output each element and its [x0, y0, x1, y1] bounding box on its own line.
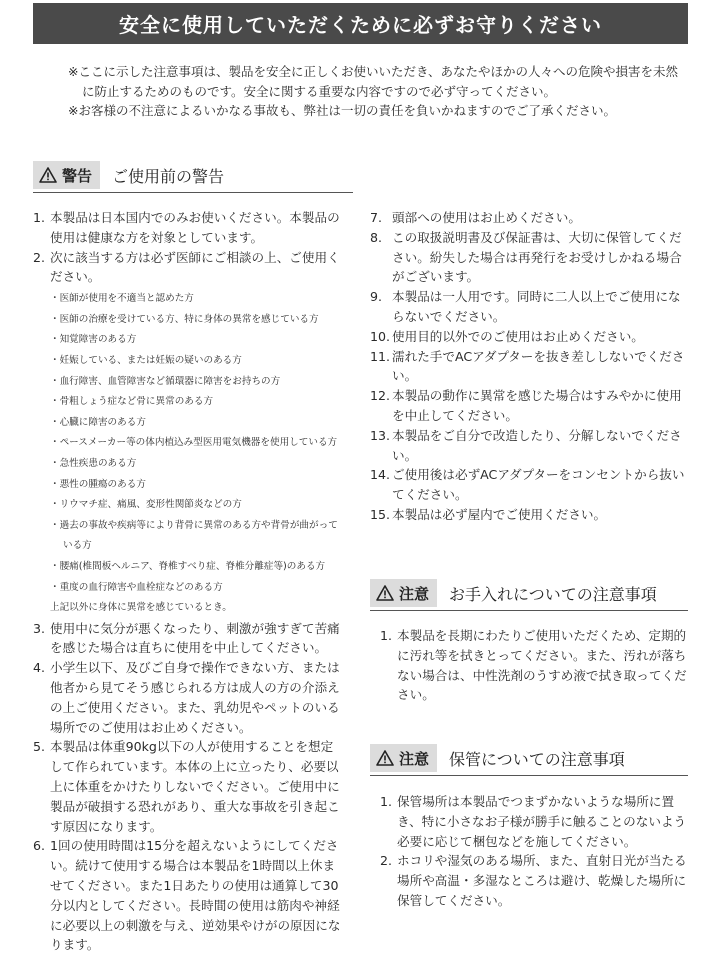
list-item: 3. 使用中に気分が悪くなったり、刺激が強すぎて苦痛を感じた場合は直ちに使用を中止してください。 — [33, 620, 340, 656]
condition-list — [50, 289, 344, 619]
intro-note: ※ここに示した注意事項は、製品を安全に正しくお使いいただき、あなたやほかの人々への危険や損害を未然に防止するためのものです。安全に関する重要な内容ですので必ず守ってください。 — [68, 64, 678, 99]
list-item: 1. 保管場所は本製品でつまずかないような場所に置き、特に小さなお子様が勝手に触ることのないよう必要に応じて梱包などを施してください。 — [380, 794, 687, 849]
intro-notes — [68, 62, 678, 121]
intro-note: ※お客様の不注意によるいかなる事故も、弊社は一切の責任を負いかねますのでご了承ください。 — [68, 103, 616, 118]
warning-triangle-icon — [376, 585, 394, 601]
list-item: 14. ご使用後は必ずACアダプターをコンセントから抜いてください。 — [370, 467, 685, 503]
warning-section-header — [33, 160, 353, 193]
list-item: 2. ホコリや湿気のある場所、また、直射日光が当たる場所や高温・多湿なところは避け、乾燥した場所に保管してください。 — [380, 853, 687, 908]
list-item: 4. 小学生以下、及びご自身で操作できない方、または他者から見てそう感じられる方は成人の方の介添えの上ご使用ください。また、乳幼児やペットのいる場所でのご使用はお止めください。 — [33, 660, 340, 735]
care-section-header — [370, 578, 688, 611]
condition-footer: 上記以外に身体に異常を感じているとき。 — [50, 602, 232, 614]
page-title-banner — [33, 3, 688, 44]
caution-badge — [370, 744, 437, 772]
list-item: 15. 本製品は必ず屋内でご使用ください。 — [370, 506, 607, 522]
warning-list-right — [370, 208, 688, 525]
caution-badge — [370, 579, 437, 607]
condition-item: ・腰痛(椎間板ヘルニア、脊椎すべり症、脊椎分離症等)のある方 — [50, 560, 326, 572]
list-item: 1. 本製品は日本国内でのみお使いください。本製品の使用は健康な方を対象としています。 — [33, 210, 340, 245]
list-item: 5. 本製品は体重90kg以下の人が使用することを想定して作られています。本体の上に立ったり、必要以上に体重をかけたりしないでください。ご使用中に製品が破損する恐れがあり、重大な事故を引き起こす原因になります。 — [33, 739, 340, 834]
warning-list-left — [33, 208, 344, 955]
condition-item: ・知覚障害のある方 — [50, 334, 137, 346]
condition-item: ・医師が使用を不適当と認めた方 — [50, 293, 194, 305]
list-item: 2. 次に該当する方は必ず医師にご相談の上、ご使用ください。 ・医師が使用を不適当と認めた方 ・医師の治療を受けている方、特に身体の異常を感じている方 ・知覚障害のある方 ・妊娠している、または妊娠の疑いのある方 ・血行障害、血管障害など循環器に障害をお持ちの方 ・骨粗しょう症など骨に異常のある方 ・心臓に障害のある方 ・ペースメーカー等の体内植込み型医用電気機器を使用している方 ・急性疾患のある方 ・悪性の腫瘍のある方 ・リウマチ症、痛風、変形性関節炎などの方 ・過去の事故や疾病等により背骨に異常のある方や背骨が曲がっている方 ・腰痛(椎間板ヘルニア、脊椎すべり症、脊椎分離症等)のある方 ・重度の血行障害や血栓症などのある方 上記以外に身体に異常を感じているとき。 — [33, 248, 344, 619]
list-item: 9. 本製品は一人用です。同時に二人以上でご使用にならないでください。 — [370, 289, 681, 324]
list-item: 10. 使用目的以外でのご使用はお止めください。 — [370, 328, 644, 344]
list-item: 12. 本製品の動作に異常を感じた場合はすみやかに使用を中止してください。 — [370, 388, 682, 423]
condition-item: ・妊娠している、または妊娠の疑いのある方 — [50, 354, 242, 366]
list-item: 11. 濡れた手でACアダプターを抜き差ししないでください。 — [370, 348, 685, 384]
page-title: 安全に使用していただくために必ずお守りください — [119, 13, 602, 37]
caution-badge-label: 注意 — [399, 584, 430, 603]
condition-item: ・リウマチ症、痛風、変形性関節炎などの方 — [50, 499, 242, 511]
care-list — [380, 626, 688, 705]
storage-section-header — [370, 743, 688, 776]
care-section-title: お手入れについての注意事項 — [449, 584, 657, 604]
condition-item: ・急性疾患のある方 — [50, 457, 137, 469]
condition-item: ・骨粗しょう症など骨に異常のある方 — [50, 396, 214, 408]
caution-badge-label: 注意 — [399, 749, 430, 768]
list-item: 1. 本製品を長期にわたりご使用いただくため、定期的に汚れ等を拭きとってください。また、汚れが落ちない場合は、中性洗剤のうすめ液で拭き取ってください。 — [380, 628, 687, 703]
warning-section-title: ご使用前の警告 — [112, 166, 225, 186]
list-item: 7. 頭部への使用はお止めください。 — [370, 210, 581, 225]
condition-item: ・心臓に障害のある方 — [50, 416, 146, 428]
list-item: 13. 本製品をご自分で改造したり、分解しないでください。 — [370, 427, 682, 463]
storage-list — [380, 792, 688, 911]
storage-section-title: 保管についての注意事項 — [449, 749, 625, 769]
warning-badge — [33, 161, 100, 189]
condition-item: ・重度の血行障害や血栓症などのある方 — [50, 581, 223, 593]
condition-item: ・医師の治療を受けている方、特に身体の異常を感じている方 — [50, 313, 319, 325]
list-item: 8. この取扱説明書及び保証書は、大切に保管してください。紛失した場合は再発行をお受けしかねる場合がございます。 — [370, 229, 682, 285]
condition-item: ・悪性の腫瘍のある方 — [50, 478, 146, 490]
condition-item: ・過去の事故や疾病等により背骨に異常のある方や背骨が曲がっている方 — [50, 519, 338, 552]
condition-item: ・ペースメーカー等の体内植込み型医用電気機器を使用している方 — [50, 437, 338, 449]
list-item: 6. 1回の使用時間は15分を超えないようにしてください。続けて使用する場合は本製品を1時間以上休ませてください。また1日あたりの使用は通算して30分以内としてください。長時間の使用は筋肉や神経に必要以上の刺激を与え、逆効果やけがの原因になります。 — [33, 838, 341, 953]
warning-badge-label: 警告 — [62, 166, 93, 185]
condition-item: ・血行障害、血管障害など循環器に障害をお持ちの方 — [50, 375, 281, 387]
warning-triangle-icon — [376, 750, 394, 766]
warning-triangle-icon — [39, 167, 57, 183]
